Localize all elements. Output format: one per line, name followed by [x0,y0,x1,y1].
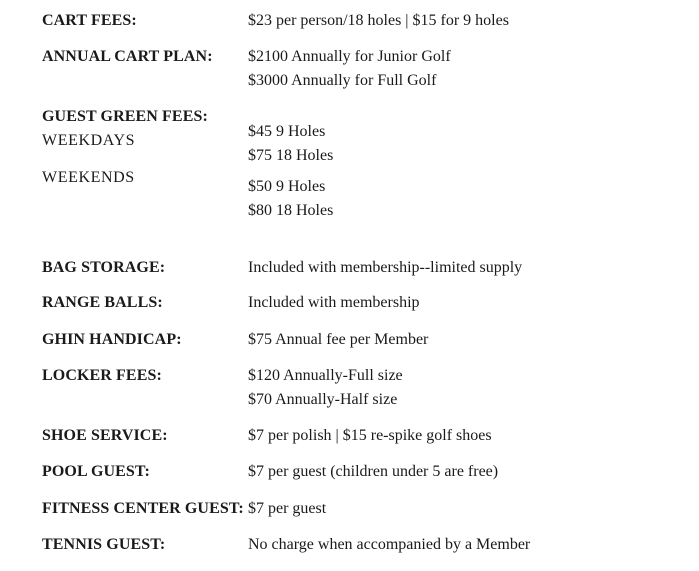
shoe-service-value: $7 per polish | $15 re-spike golf shoes [248,427,492,444]
pool-guest-label: POOL GUEST: [42,463,150,480]
fitness-center-guest-value: $7 per guest [248,500,327,517]
locker-fees-label: LOCKER FEES: [42,367,162,384]
ghin-handicap-value: $75 Annual fee per Member [248,331,429,348]
locker-fees-half-value: $70 Annually-Half size [248,391,398,408]
range-balls-value: Included with membership [248,294,420,311]
tennis-guest-label: TENNIS GUEST: [42,536,166,553]
weekends-9-holes-value: $50 9 Holes [248,178,326,195]
ghin-handicap-label: GHIN HANDICAP: [42,331,182,348]
range-balls-label: RANGE BALLS: [42,294,163,311]
weekdays-label: WEEKDAYS [42,132,136,149]
fitness-center-guest-label: FITNESS CENTER GUEST: [42,500,244,517]
bag-storage-label: BAG STORAGE: [42,259,166,276]
guest-green-fees-label: GUEST GREEN FEES: [42,108,208,125]
annual-cart-plan-value-full: $3000 Annually for Full Golf [248,72,437,89]
pool-guest-value: $7 per guest (children under 5 are free) [248,463,499,480]
bag-storage-value: Included with membership--limited supply [248,259,523,276]
weekdays-9-holes-value: $45 9 Holes [248,123,326,140]
weekdays-18-holes-value: $75 18 Holes [248,147,334,164]
shoe-service-label: SHOE SERVICE: [42,427,168,444]
cart-fees-label: CART FEES: [42,12,137,29]
locker-fees-full-value: $120 Annually-Full size [248,367,403,384]
weekends-label: WEEKENDS [42,169,135,186]
weekends-18-holes-value: $80 18 Holes [248,202,334,219]
cart-fees-value: $23 per person/18 holes | $15 for 9 holes [248,12,509,29]
tennis-guest-value: No charge when accompanied by a Member [248,536,531,553]
annual-cart-plan-value-junior: $2100 Annually for Junior Golf [248,48,451,65]
annual-cart-plan-label: ANNUAL CART PLAN: [42,48,213,65]
